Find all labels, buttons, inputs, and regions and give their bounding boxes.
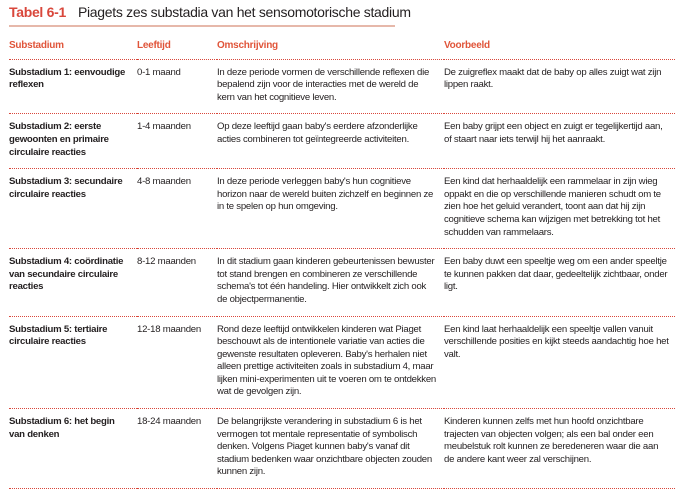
stage-cell: Substadium 6: het begin van denken <box>9 409 137 489</box>
title-underline <box>9 25 395 27</box>
age-cell: 1-4 maanden <box>137 114 217 169</box>
example-cell: Kinderen kunnen zelfs met hun hoofd onzichtbare trajecten van objecten volgen; als een bal onder een meubelstuk rolt kunnen ze beredeneren waar die aan de andere kant weer zal verschijnen. <box>444 409 675 489</box>
table-row <box>9 114 675 169</box>
description-cell: Op deze leeftijd gaan baby's eerdere afzonderlijke acties combineren tot geïntegreerde activiteiten. <box>217 114 444 169</box>
stage-cell: Substadium 1: eenvoudige reflexen <box>9 59 137 114</box>
header-row <box>9 38 675 59</box>
col-header-voorbeeld: Voorbeeld <box>444 38 675 59</box>
col-header-leeftijd: Leeftijd <box>137 38 217 59</box>
stage-cell: Substadium 4: coördinatie van secundaire circulaire reacties <box>9 249 137 316</box>
stage-cell: Substadium 3: secundaire circulaire reacties <box>9 169 137 249</box>
age-cell: 0-1 maand <box>137 59 217 114</box>
example-cell: Een baby grijpt een object en zuigt er tegelijkertijd aan, of staart naar iets terwijl hij het aanraakt. <box>444 114 675 169</box>
age-cell: 12-18 maanden <box>137 316 217 409</box>
example-cell: Een kind laat herhaaldelijk een speeltje vallen vanuit verschillende posities en kijkt steeds aandachtig hoe het valt. <box>444 316 675 409</box>
example-cell: Een kind dat herhaaldelijk een rammelaar in zijn wieg oppakt en die op verschillende manieren schudt om te zien hoe het geluid verandert, toont aan dat hij zijn cognitieve schema kan wijzigen met betrekking tot het schudden van rammelaars. <box>444 169 675 249</box>
example-cell: Een baby duwt een speeltje weg om een ander speeltje te kunnen pakken dat daar, gedeeltelijk zichtbaar, onder ligt. <box>444 249 675 316</box>
stage-cell: Substadium 2: eerste gewoonten en primaire circulaire reacties <box>9 114 137 169</box>
description-cell: In dit stadium gaan kinderen gebeurtenissen bewuster tot stand brengen en combineren ze verschillende schema's tot één handeling. Hier ontwikkelt zich ook de objectpermanentie. <box>217 249 444 316</box>
table-row <box>9 316 675 409</box>
age-cell: 8-12 maanden <box>137 249 217 316</box>
table-row <box>9 169 675 249</box>
description-cell: In deze periode vormen de verschillende reflexen die bepalend zijn voor de interacties met de wereld de kern van het cognitieve leven. <box>217 59 444 114</box>
description-cell: De belangrijkste verandering in substadium 6 is het vermogen tot mentale representatie of symbolisch denken. Volgens Piaget kunnen baby's vanaf dit stadium bedenken waar onzichtbare objecten zouden kunnen zijn. <box>217 409 444 489</box>
substages-table <box>9 38 675 489</box>
table-row <box>9 59 675 114</box>
table-row <box>9 409 675 489</box>
table-number: Tabel 6-1 <box>9 4 66 20</box>
table-row <box>9 249 675 316</box>
table-caption: Piagets zes substadia van het sensomotorische stadium <box>77 4 411 20</box>
table-title <box>9 4 411 20</box>
description-cell: In deze periode verleggen baby's hun cognitieve horizon naar de wereld buiten zichzelf en beginnen ze in te spelen op hun omgeving. <box>217 169 444 249</box>
example-cell: De zuigreflex maakt dat de baby op alles zuigt wat zijn lippen raakt. <box>444 59 675 114</box>
description-cell: Rond deze leeftijd ontwikkelen kinderen wat Piaget beschouwt als de intentionele variatie van acties die gewenste resultaten opleveren. Baby's herhalen niet alleen prettige activiteiten zoals in substadium 4, maar lijken mini-experimenten uit te voeren om te ontdekken wat de gevolgen zijn. <box>217 316 444 409</box>
stage-cell: Substadium 5: tertiaire circulaire reacties <box>9 316 137 409</box>
col-header-substadium: Substadium <box>9 38 137 59</box>
col-header-omschrijving: Omschrijving <box>217 38 444 59</box>
age-cell: 4-8 maanden <box>137 169 217 249</box>
age-cell: 18-24 maanden <box>137 409 217 489</box>
